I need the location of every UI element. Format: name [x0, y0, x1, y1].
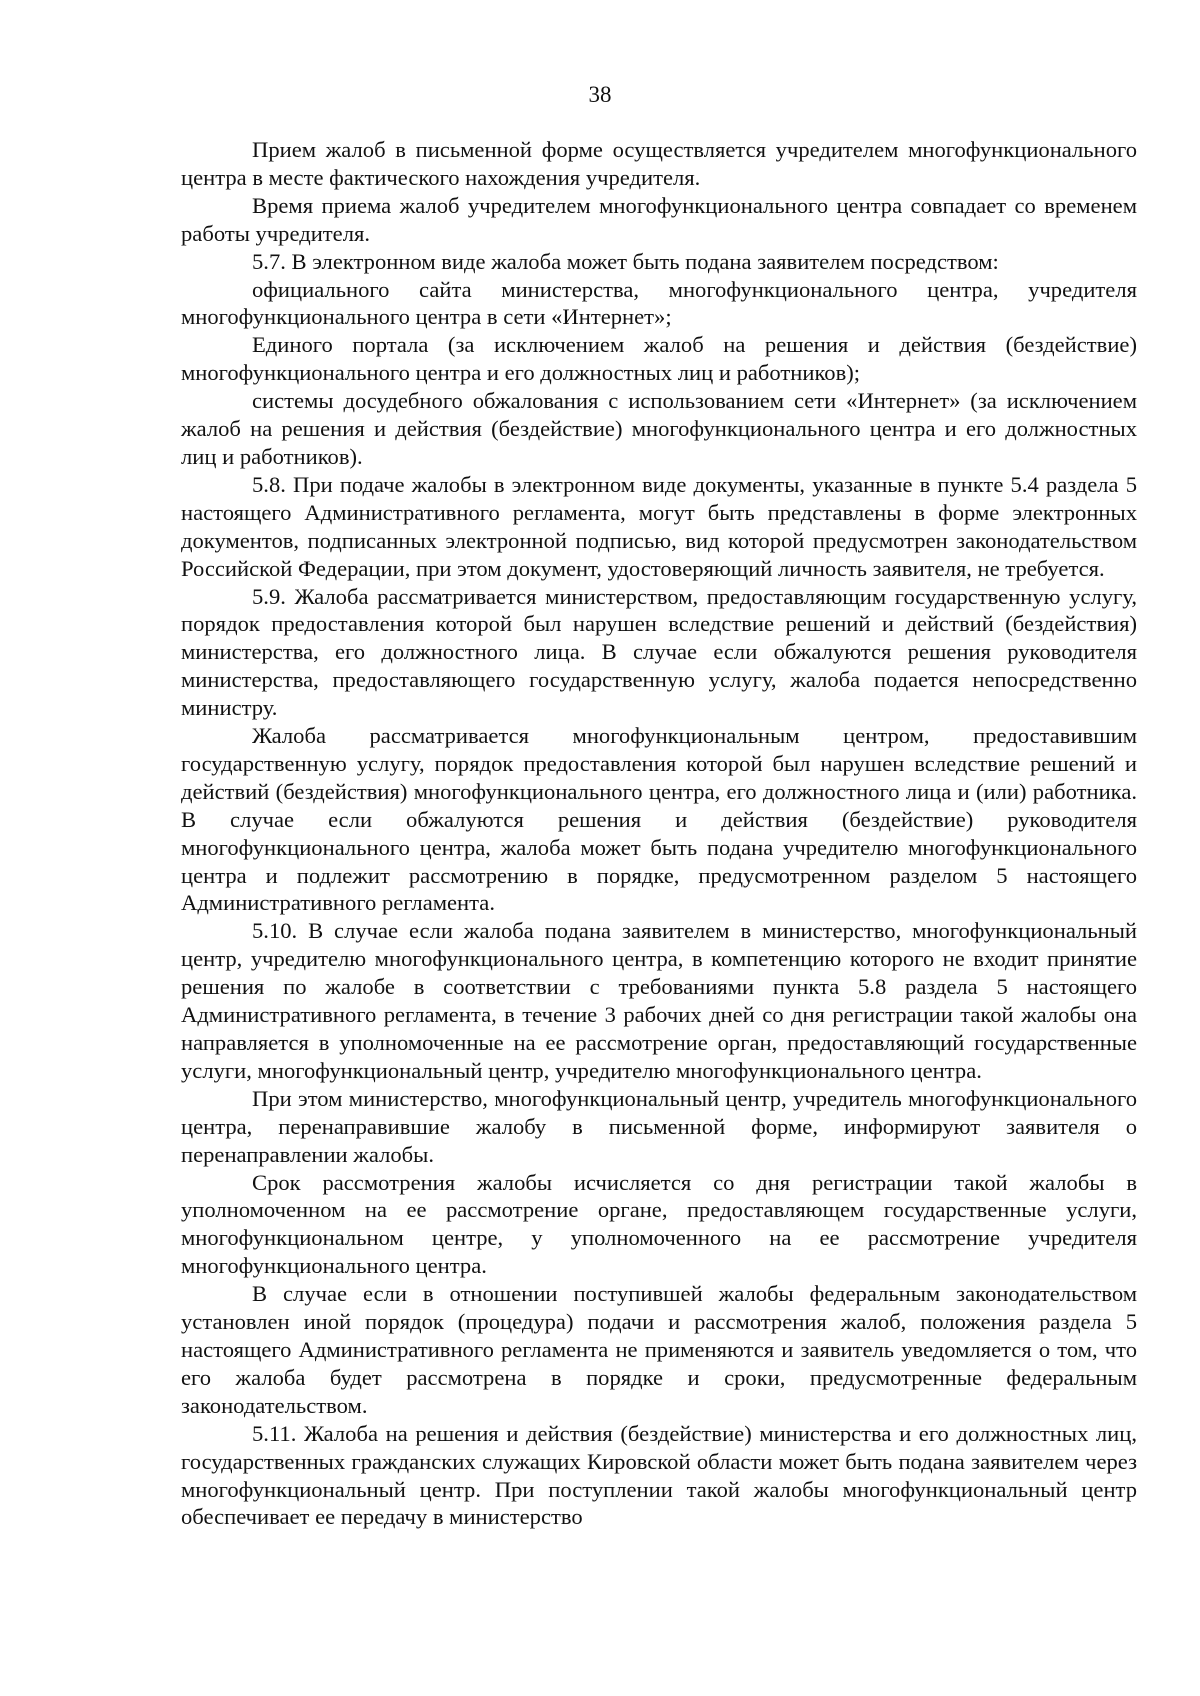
paragraph: 5.8. При подаче жалобы в электронном виде документы, указанные в пункте 5.4 раздела 5 настоящего Административного регламента, могут быть представлены в форме электронных документов, подписанных электронной подписью, вид которой предусмотрен законодательством Российской Федерации, при этом документ, удостоверяющий личность заявителя, не требуется.: [181, 471, 1137, 581]
paragraph: официального сайта министерства, многофункционального центра, учредителя многофункционального центра в сети «Интернет»;: [181, 276, 1137, 330]
paragraph: Срок рассмотрения жалобы исчисляется со дня регистрации такой жалобы в уполномоченном на ее рассмотрение органе, предоставляющем государственные услуги, многофункциональном центре, у уполномоченного на ее рассмотрение учредителя многофункционального центра.: [181, 1169, 1137, 1279]
paragraph: При этом министерство, многофункциональный центр, учредитель многофункционального центра, перенаправившие жалобу в письменной форме, информируют заявителя о перенаправлении жалобы.: [181, 1085, 1137, 1167]
paragraph: Жалоба рассматривается многофункциональным центром, предоставившим государственную услугу, порядок предоставления которой был нарушен вследствие решений и действий (бездействия) многофункционального центра, его должностного лица и (или) работника. В случае если обжалуются решения и действия (бездействие) руководителя многофункционального центра, жалоба может быть подана учредителю многофункционального центра и подлежит рассмотрению в порядке, предусмотренном разделом 5 настоящего Административного регламента.: [181, 723, 1137, 916]
paragraph: 5.11. Жалоба на решения и действия (бездействие) министерства и его должностных лиц, государственных гражданских служащих Кировской области может быть подана заявителем через многофункциональный центр. При поступлении такой жалобы многофункциональный центр обеспечивает ее передачу в министерство: [181, 1420, 1137, 1530]
page-number: 38: [588, 82, 612, 107]
paragraph: 5.7. В электронном виде жалоба может быть подана заявителем посредством:: [252, 248, 999, 274]
paragraph: В случае если в отношении поступившей жалобы федеральным законодательством установлен иной порядок (процедура) подачи и рассмотрения жалоб, положения раздела 5 настоящего Административного регламента не применяются и заявитель уведомляется о том, что его жалоба будет рассмотрена в порядке и сроки, предусмотренные федеральным законодательством.: [181, 1281, 1137, 1418]
paragraph: Единого портала (за исключением жалоб на решения и действия (бездействие) многофункционального центра и его должностных лиц и работников);: [181, 332, 1137, 386]
paragraph: 5.10. В случае если жалоба подана заявителем в министерство, многофункциональный центр, учредителю многофункционального центра, в компетенцию которого не входит принятие решения по жалобе в соответствии с требованиями пункта 5.8 раздела 5 настоящего Административного регламента, в течение 3 рабочих дней со дня регистрации такой жалобы она направляется в уполномоченные на ее рассмотрение орган, предоставляющий государственные услуги, многофункциональный центр, учредителю многофункционального центра.: [181, 918, 1137, 1083]
paragraph: 5.9. Жалоба рассматривается министерством, предоставляющим государственную услугу, порядок предоставления которой был нарушен вследствие решений и действий (бездействия) министерства, его должностного лица. В случае если обжалуются решения руководителя министерства, предоставляющего государственную услугу, жалоба подается непосредственно министру.: [181, 583, 1137, 721]
paragraph: Прием жалоб в письменной форме осуществляется учредителем многофункционального центра в месте фактического нахождения учредителя.: [181, 137, 1137, 190]
paragraph: системы досудебного обжалования с использованием сети «Интернет» (за исключением жалоб на решения и действия (бездействие) многофункционального центра и его должностных лиц и работников).: [181, 388, 1137, 469]
paragraph: Время приема жалоб учредителем многофункционального центра совпадает со временем работы учредителя.: [181, 192, 1137, 246]
document-body: [181, 136, 1137, 1531]
